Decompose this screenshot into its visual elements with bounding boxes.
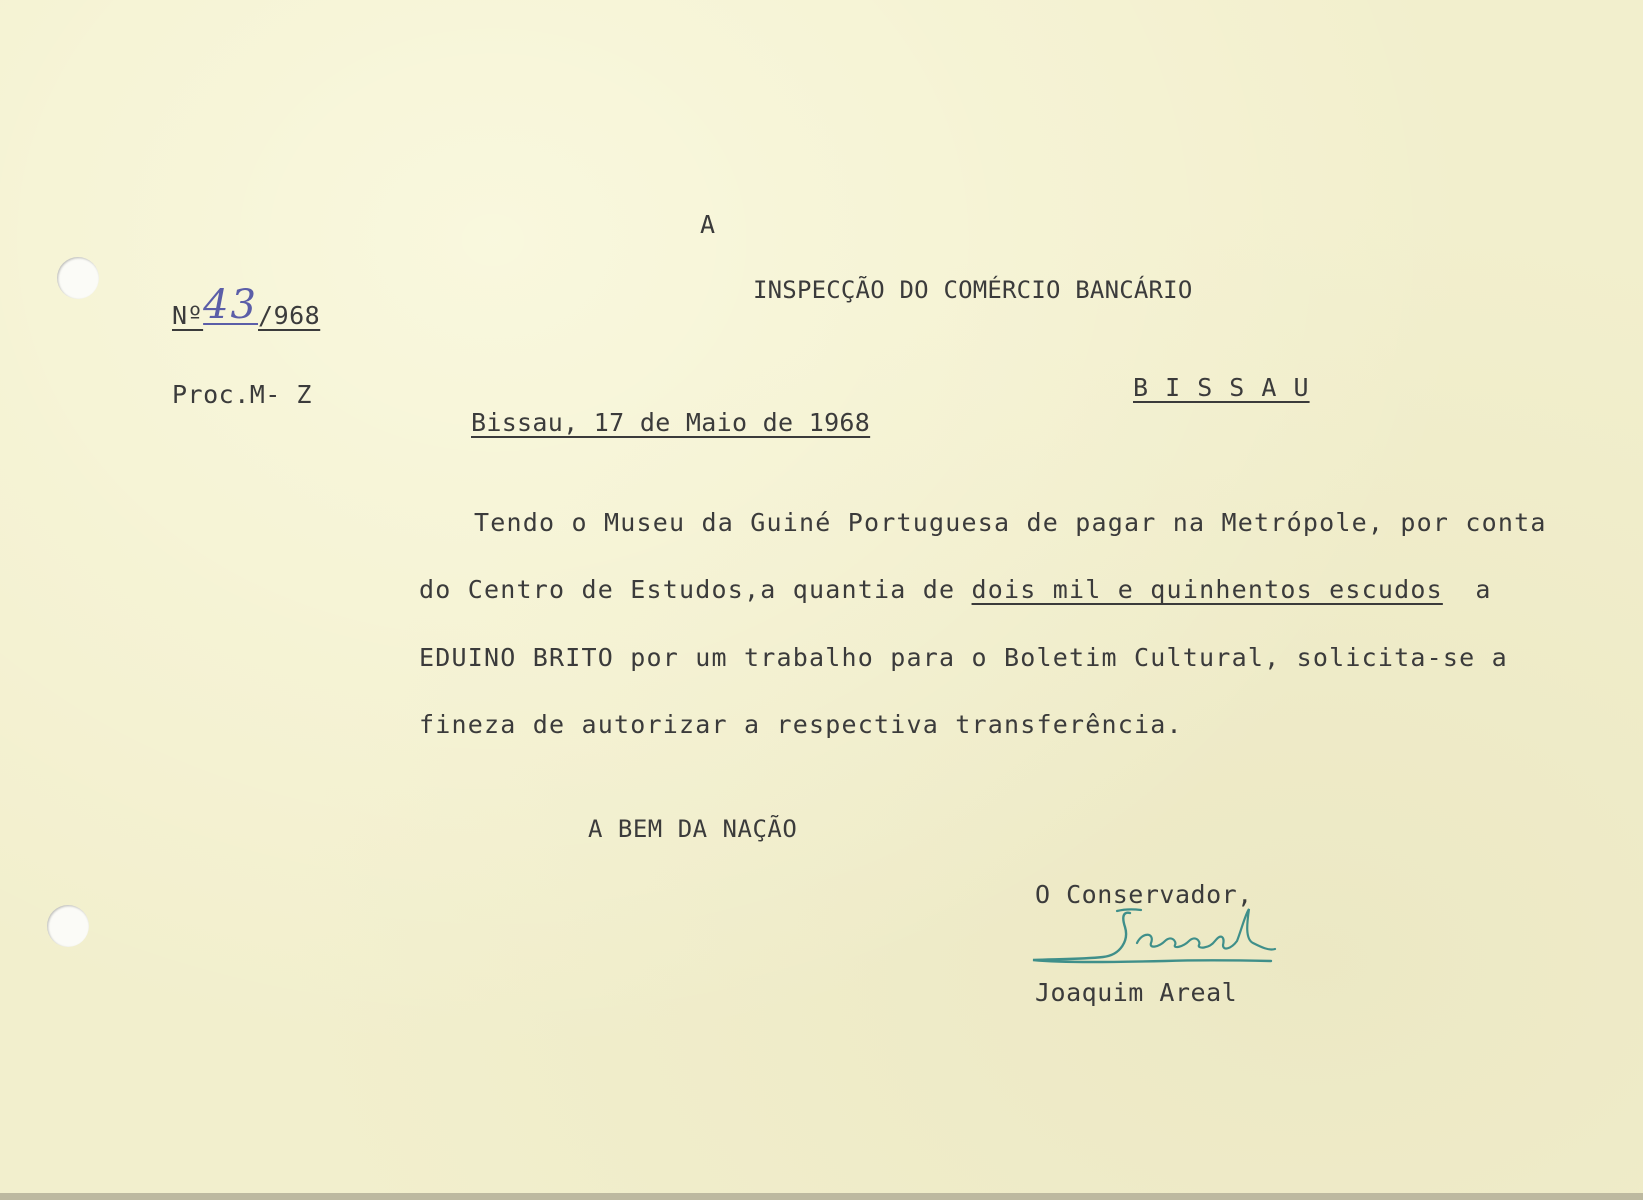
- body-line-4: fineza de autorizar a respectiva transferência.: [419, 710, 1183, 739]
- recipient-city: B I S S A U: [1133, 373, 1310, 402]
- handwritten-signature: [1025, 905, 1325, 975]
- body-line-2-tail: a: [1442, 575, 1492, 604]
- amount-in-words: dois mil e quinhentos escudos: [971, 575, 1443, 604]
- reference-suffix: /968: [258, 301, 321, 330]
- punch-hole-top: [57, 257, 99, 299]
- body-line-3: EDUINO BRITO por um trabalho para o Boletim Cultural, solicita-se a: [419, 643, 1508, 672]
- body-line-1: Tendo o Museu da Guiné Portuguesa de pagar na Metrópole, por conta: [474, 508, 1547, 537]
- process-reference: Proc.M- Z: [172, 380, 312, 409]
- closing-formula: A BEM DA NAÇÃO: [588, 815, 798, 843]
- punch-hole-bottom: [47, 905, 89, 947]
- recipient-name: INSPECÇÃO DO COMÉRCIO BANCÁRIO: [753, 276, 1193, 304]
- signature-stroke-name: [1137, 909, 1275, 950]
- reference-prefix: Nº: [172, 301, 204, 330]
- reference-number: [172, 282, 321, 334]
- signatory-title: O Conservador,: [1035, 880, 1253, 909]
- body-line-2: [419, 575, 1492, 604]
- date-line: Bissau, 17 de Maio de 1968: [471, 408, 871, 437]
- reference-number-handwritten: 43: [203, 282, 259, 328]
- body-line-2-text: do Centro de Estudos,a quantia de: [419, 575, 972, 604]
- paper-bottom-edge: [0, 1193, 1643, 1200]
- signatory-name: Joaquim Areal: [1035, 978, 1238, 1007]
- signature-stroke-top: [1117, 909, 1141, 911]
- salutation: A: [700, 210, 716, 239]
